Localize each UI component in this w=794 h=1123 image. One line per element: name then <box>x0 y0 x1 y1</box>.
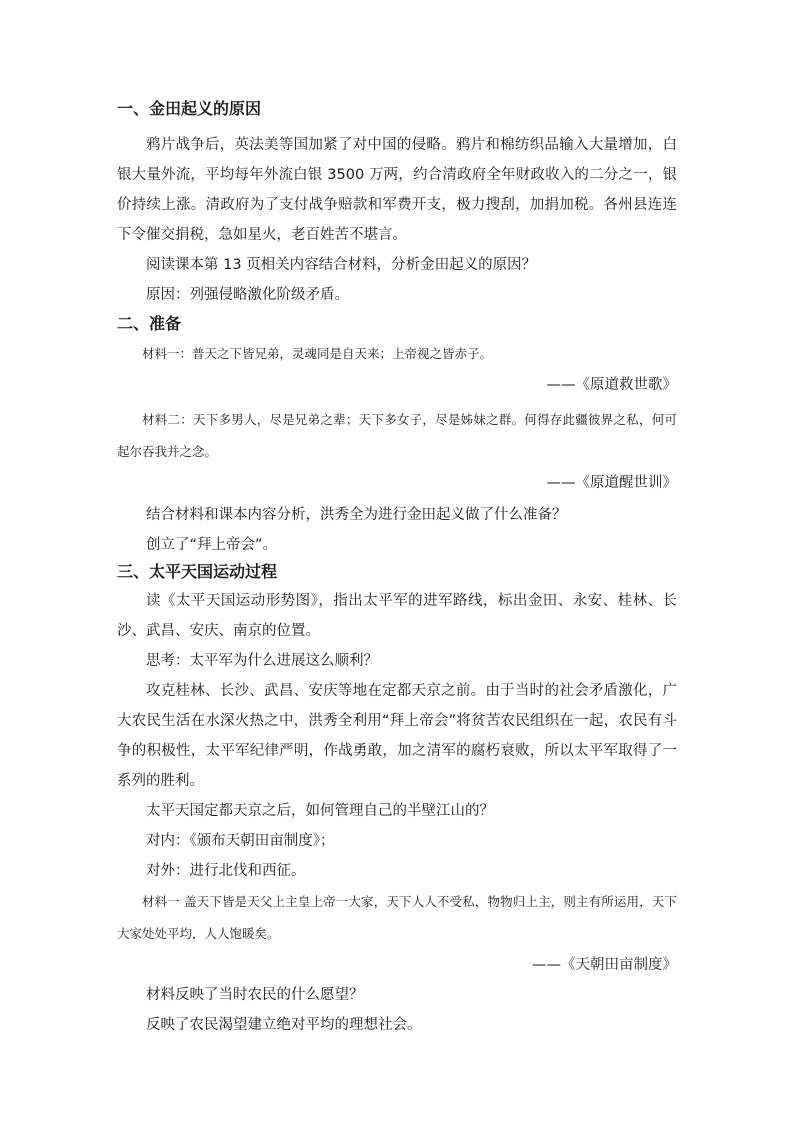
material-source: ——《原道救世歌》 <box>546 377 677 393</box>
material-quote: 材料二：天下多男人，尽是兄弟之辈；天下多女子，尽是姊妹之群。何得存此疆彼界之私，何可起尔吞我并之念。 <box>117 412 677 459</box>
question: 思考：太平军为什么进展这么顺利？ <box>146 653 378 669</box>
section-heading: 一、金田起义的原因 <box>117 99 262 118</box>
section-heading: 二、准备 <box>117 314 182 333</box>
material-quote: 材料一：普天之下皆兄弟，灵魂同是自天来；上帝视之皆赤子。 <box>142 346 493 361</box>
paragraph: 鸦片战争后，英法美等国加紧了对中国的侵略。鸦片和棉纺织品输入大量增加，白银大量外流，平均每年外流白银 3500 万两，约合清政府全年财政收入的二分之一，银价持续上涨。清政府为了支付战争赔款和军费开支，极力搜刮，加捐加税。各州县连连下令催交捐税，急如星火，老百姓苦不堪言。 <box>117 137 677 243</box>
answer: 对外：进行北伐和西征。 <box>146 863 306 879</box>
question: 结合材料和课本内容分析，洪秀全为进行金田起义做了什么准备？ <box>146 507 567 523</box>
material-source: ——《原道醒世训》 <box>546 475 677 491</box>
document-page <box>117 97 677 1040</box>
paragraph: 攻克桂林、长沙、武昌、安庆等地在定都天京之前。由于当时的社会矛盾激化，广大农民生活在水深火热之中，洪秀全利用“拜上帝会”将贫苦农民组织在一起，农民有斗争的积极性，太平军纪律严明，作战勇敢，加之清军的腐朽衰败，所以太平军取得了一系列的胜利。 <box>117 683 677 789</box>
answer: 反映了农民渴望建立绝对平均的理想社会。 <box>146 1017 422 1033</box>
section-preparation <box>117 312 677 560</box>
section-causes <box>117 97 677 310</box>
answer: 原因：列强侵略激化阶级矛盾。 <box>146 287 349 303</box>
question: 材料反映了当时农民的什么愿望？ <box>146 987 364 1003</box>
material-source: ——《天朝田亩制度》 <box>532 957 677 973</box>
question: 太平天国定都天京之后，如何管理自己的半壁江山的？ <box>146 803 494 819</box>
paragraph: 读《太平天国运动形势图》，指出太平军的进军路线，标出金田、永安、桂林、长沙、武昌、安庆、南京的位置。 <box>117 593 677 639</box>
section-heading: 三、太平天国运动过程 <box>117 562 278 581</box>
answer: 创立了“拜上帝会”。 <box>146 537 278 553</box>
answer: 对内：《颁布天朝田亩制度》； <box>146 833 335 849</box>
material-quote: 材料一 盖天下皆是天父上主皇上帝一大家，天下人人不受私，物物归上主，则主有所运用，天下大家处处平均，人人饱暖矣。 <box>117 894 677 941</box>
question: 阅读课本第 13 页相关内容结合材料，分析金田起义的原因？ <box>146 257 537 273</box>
section-process <box>117 560 677 1040</box>
